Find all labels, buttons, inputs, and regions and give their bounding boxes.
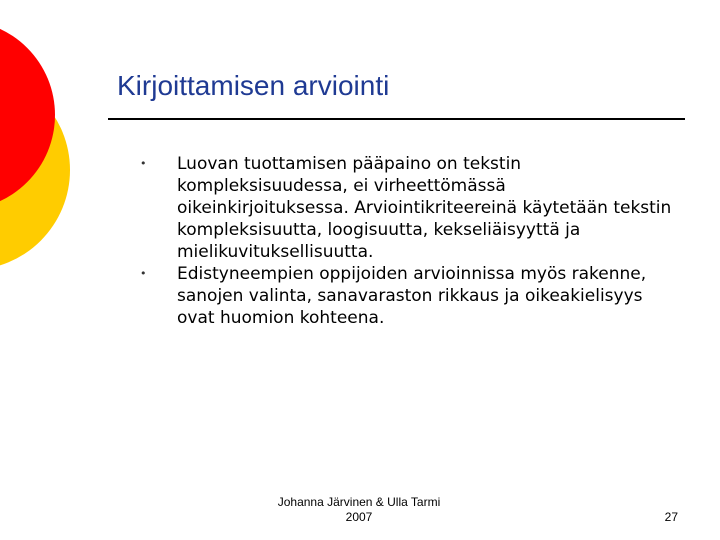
title-divider — [108, 118, 685, 120]
bullet-item — [140, 263, 680, 329]
slide-title: Kirjoittamisen arviointi — [117, 70, 390, 101]
bullet-dot: • — [140, 157, 147, 170]
bullet-list — [140, 153, 680, 329]
footer-author — [250, 495, 468, 525]
decorative-circles — [0, 0, 130, 300]
bullet-dot: • — [140, 267, 147, 280]
footer-year: 2007 — [345, 510, 373, 524]
bullet-text: Luovan tuottamisen pääpaino on tekstin kompleksisuudessa, ei virheettömässä oikeinkirjoituksessa. Arviointikriteereinä käytetään tekstin kompleksisuutta, loogisuutta, kekseliäisyyttä ja mielikuvituksellisuutta. — [177, 154, 672, 262]
page-number: 27 — [664, 510, 678, 524]
bullet-text: Edistyneempien oppijoiden arvioinnissa myös rakenne, sanojen valinta, sanavaraston rikkaus ja oikeakielisyys ovat huomion kohteena. — [177, 264, 647, 328]
footer-author-line: Johanna Järvinen & Ulla Tarmi — [277, 495, 441, 509]
bullet-item — [140, 153, 680, 263]
